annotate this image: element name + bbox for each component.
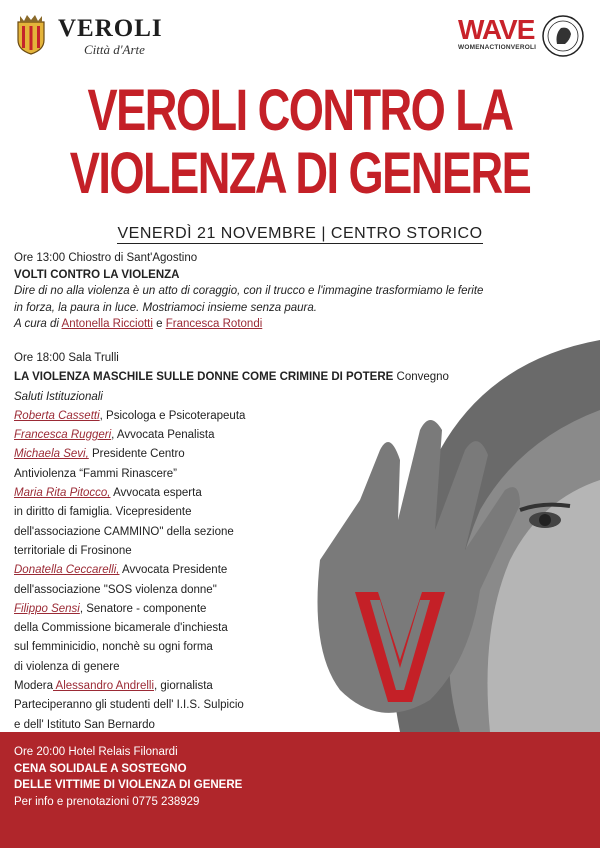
speaker5-role2: dell'associazione "SOS violenza donne" <box>14 583 217 596</box>
event2-title-suffix: Convegno <box>396 371 449 384</box>
event2-title: LA VIOLENZA MASCHILE SULLE DONNE COME CRIMINE DI POTERE <box>14 371 394 384</box>
speaker6-name[interactable]: Filippo Sensi <box>14 602 80 615</box>
speaker-6 <box>14 600 514 619</box>
speaker3-role: Presidente Centro <box>88 448 185 461</box>
moderator-role: , giornalista <box>154 680 213 693</box>
speaker5-name[interactable]: Donatella Ceccarelli, <box>14 564 120 577</box>
wave-tagline: WOMENACTIONVEROLI <box>458 44 537 51</box>
speaker5-role: Avvocata Presidente <box>119 564 228 577</box>
event3-time-place: Ore 20:00 Hotel Relais Filonardi <box>14 746 178 758</box>
speaker-1 <box>14 407 514 426</box>
city-subtitle: Città d'Arte <box>84 42 145 57</box>
wave-logo <box>458 16 536 51</box>
event-date-text: VENERDÌ 21 NOVEMBRE | CENTRO STORICO <box>117 225 483 242</box>
city-name: VEROLI <box>58 15 163 42</box>
event3-block <box>14 744 242 810</box>
speaker6-role4: di violenza di genere <box>14 660 120 673</box>
event1-title: VOLTI CONTRO LA VIOLENZA <box>14 268 180 281</box>
event2-block <box>14 349 514 735</box>
wave-mark: WAVE <box>458 14 535 45</box>
speaker4-role2: in diritto di famiglia. Vicepresidente <box>14 506 192 519</box>
speaker-5 <box>14 561 514 580</box>
speaker6-role3: sul femminicidio, nonchè su ogni forma <box>14 641 213 654</box>
speaker3-name[interactable]: Michaela Sevi, <box>14 448 89 461</box>
speaker-4 <box>14 484 514 503</box>
speaker6-role2: della Commissione bicamerale d'inchiesta <box>14 622 228 635</box>
city-crest-icon <box>14 12 48 56</box>
speaker-3 <box>14 445 514 464</box>
greetings: Saluti Istituzionali <box>14 390 103 403</box>
speaker1-role: , Psicologa e Psicoterapeuta <box>99 409 246 422</box>
main-title-line1: VEROLI CONTRO LA <box>87 78 513 143</box>
event2-title-line <box>14 368 514 387</box>
moderator-prefix: Modera <box>14 680 53 693</box>
event-date <box>0 225 600 243</box>
event1-desc2: in forza, la paura in luce. Mostriamoci insieme senza paura. <box>14 301 317 314</box>
speaker2-name[interactable]: Francesca Ruggeri <box>14 429 112 442</box>
event3-title1: CENA SOLIDALE A SOSTEGNO <box>14 762 187 775</box>
event1-desc1: Dire di no alla violenza è un atto di coraggio, con il trucco e l'immagine trasformiamo le ferite <box>14 285 484 297</box>
event3-info: Per info e prenotazioni 0775 238929 <box>14 795 200 808</box>
speaker4-name[interactable]: Maria Rita Pitocco, <box>14 487 111 500</box>
medallion-icon <box>541 14 585 58</box>
moderator-name[interactable]: Alessandro Andrelli <box>53 680 155 693</box>
event1-block <box>14 250 594 333</box>
speaker6-role: , Senatore - componente <box>79 602 207 615</box>
event3-title2: DELLE VITTIME DI VIOLENZA DI GENERE <box>14 779 243 791</box>
speaker4-role: Avvocata esperta <box>110 487 202 500</box>
moderator-line <box>14 677 514 696</box>
speaker4-role3: dell'associazione CAMMINO" della sezione <box>14 525 234 538</box>
speaker4-role4: territoriale di Frosinone <box>14 544 132 557</box>
speaker2-role: , Avvocata Penalista <box>111 429 215 442</box>
students-line2: e dell' Istituto San Bernardo <box>14 718 155 731</box>
event2-time-place: Ore 18:00 Sala Trulli <box>14 352 119 364</box>
students-line1: Parteciperanno gli studenti dell' I.I.S. Sulpicio <box>14 699 244 712</box>
speaker3-role2: Antiviolenza “Fammi Rinascere” <box>14 467 177 480</box>
curator1-link[interactable]: Antonella Ricciotti <box>61 318 153 330</box>
main-title-line2: VIOLENZA DI GENERE <box>69 141 531 206</box>
speaker-2 <box>14 426 514 445</box>
curated-prefix: A cura di <box>14 318 59 330</box>
curator-and: e <box>156 318 163 330</box>
curator2-link[interactable]: Francesca Rotondi <box>165 318 263 330</box>
event1-curators <box>14 316 594 333</box>
city-logo <box>58 16 163 58</box>
event1-time-place: Ore 13:00 Chiostro di Sant'Agostino <box>14 252 198 264</box>
speaker1-name[interactable]: Roberta Cassetti <box>14 409 100 422</box>
